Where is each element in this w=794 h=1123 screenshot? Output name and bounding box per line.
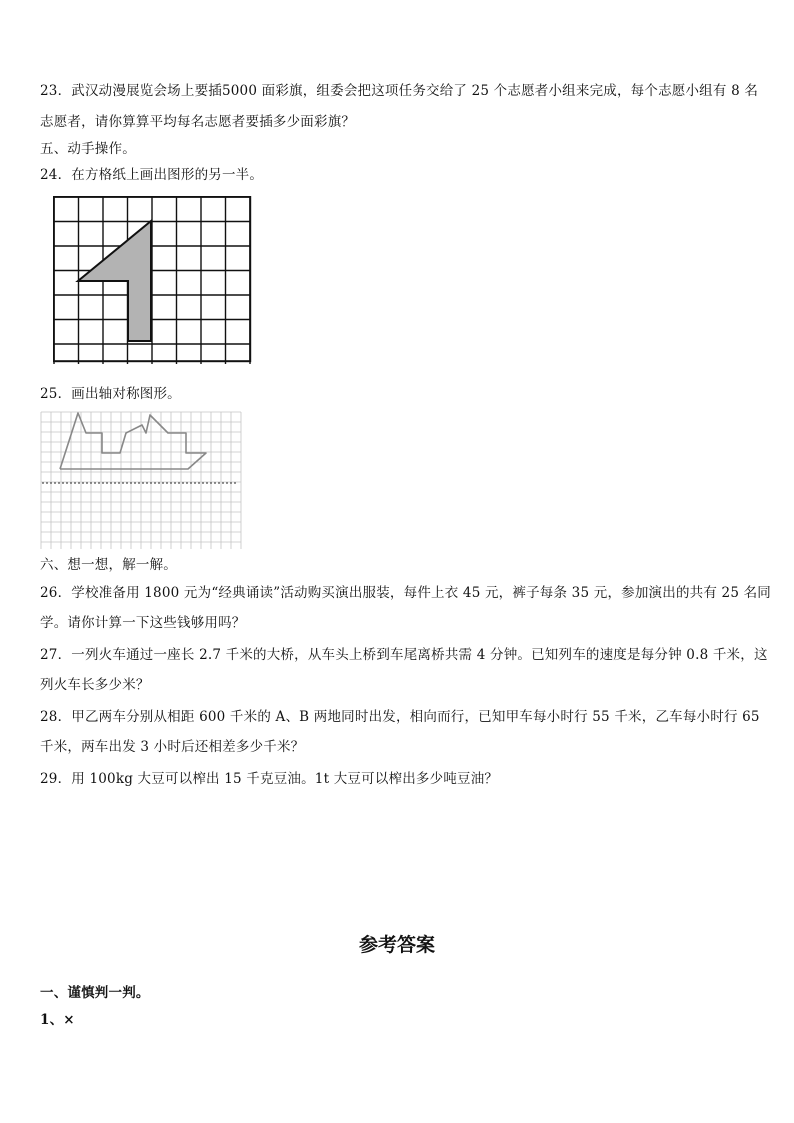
question-25-grid-figure — [40, 411, 246, 549]
question-28-line-1: 28．甲乙两车分别从相距 600 千米的 A、B 两地同时出发，相向而行，已知甲车每小时行 55 千米，乙车每小时行 65 — [40, 709, 760, 725]
section-6-heading: 六、想一想，解一解。 — [40, 557, 177, 573]
half-shape — [78, 221, 151, 341]
ship-outline — [60, 413, 206, 469]
question-27-line-1: 27．一列火车通过一座长 2.7 千米的大桥，从车头上桥到车尾离桥共需 4 分钟。已知列车的速度是每分钟 0.8 千米，这 — [40, 647, 768, 663]
question-28-line-2: 千米，两车出发 3 小时后还相差多少千米？ — [40, 739, 305, 755]
answers-title: 参考答案 — [358, 934, 435, 956]
question-24-grid-figure — [53, 196, 253, 364]
question-27-line-2: 列火车长多少米？ — [40, 677, 150, 693]
question-29: 29．用 100kg 大豆可以榨出 15 千克豆油。1t 大豆可以榨出多少吨豆油？ — [40, 771, 499, 787]
question-26-line-2: 学。请你计算一下这些钱够用吗？ — [40, 615, 246, 631]
answer-1: 1、× — [40, 1012, 75, 1028]
question-23-line-2: 志愿者，请你算算平均每名志愿者要插多少面彩旗？ — [40, 114, 356, 130]
answers-section-1-heading: 一、谨慎判一判。 — [40, 985, 150, 1001]
question-25: 25．画出轴对称图形。 — [40, 386, 181, 402]
question-23-line-1: 23．武汉动漫展览会场上要插5000 面彩旗，组委会把这项任务交给了 25 个志愿者小组来完成，每个志愿小组有 8 名 — [40, 83, 759, 99]
question-26-line-1: 26．学校准备用 1800 元为“经典诵读”活动购买演出服装，每件上衣 45 元，裤子每条 35 元，参加演出的共有 25 名同 — [40, 585, 772, 601]
section-5-heading: 五、动手操作。 — [40, 141, 136, 157]
question-24: 24．在方格纸上画出图形的另一半。 — [40, 167, 264, 183]
